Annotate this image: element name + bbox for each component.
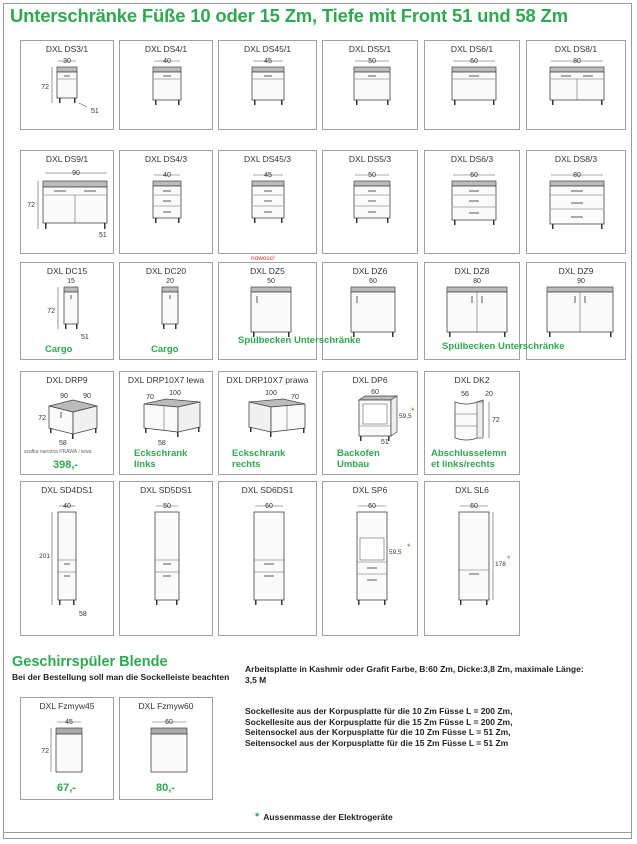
product-code: DXL DS4/1 xyxy=(144,44,188,54)
svg-text:58: 58 xyxy=(79,611,87,618)
svg-text:90: 90 xyxy=(577,278,585,285)
worktop-info: Arbeitsplatte in Kashmir oder Grafit Farbe, B:60 Zm, Dicke:3,8 Zm, maximale Länge: 3,5 M xyxy=(245,664,584,685)
svg-text:58: 58 xyxy=(59,440,67,447)
svg-text:60: 60 xyxy=(371,389,379,396)
product-card[interactable] xyxy=(119,150,213,254)
svg-text:59,5: 59,5 xyxy=(399,413,412,420)
plinth-line: Sockellesite aus der Korpusplatte für die 10 Zm Füsse L = 200 Zm, xyxy=(245,706,513,716)
svg-text:50: 50 xyxy=(368,172,376,179)
product-card[interactable] xyxy=(119,371,213,475)
svg-text:70: 70 xyxy=(146,394,154,401)
svg-text:50: 50 xyxy=(368,58,376,65)
depth-dim: 51 xyxy=(91,108,99,115)
svg-text:58: 58 xyxy=(158,440,166,447)
product-code: DXL DZ5 xyxy=(250,266,285,276)
svg-text:72: 72 xyxy=(492,417,500,424)
product-code: DXL DS6/1 xyxy=(450,44,494,54)
cabinet-drawing xyxy=(21,482,114,636)
svg-text:40: 40 xyxy=(63,503,71,510)
product-card[interactable] xyxy=(218,40,317,130)
cabinet-drawing xyxy=(323,482,418,636)
asterisk: * xyxy=(255,811,260,823)
product-code: DXL DS5/1 xyxy=(348,44,392,54)
asterisk: * xyxy=(507,554,511,564)
svg-text:51: 51 xyxy=(81,334,89,341)
svg-text:51: 51 xyxy=(381,439,389,446)
svg-text:60: 60 xyxy=(368,503,376,510)
svg-text:50: 50 xyxy=(267,278,275,285)
product-card[interactable] xyxy=(218,150,317,254)
footnote-text: Aussenmasse der Elektrogeräte xyxy=(263,812,393,822)
svg-text:60: 60 xyxy=(470,503,478,510)
asterisk: * xyxy=(411,406,415,416)
svg-text:45: 45 xyxy=(65,719,73,726)
cabinet-drawing xyxy=(21,151,114,254)
product-code: DXL SL6 xyxy=(455,485,489,495)
cabinet-drawing xyxy=(527,41,626,130)
product-card[interactable] xyxy=(20,481,114,636)
product-card[interactable] xyxy=(322,371,418,475)
svg-text:201: 201 xyxy=(39,553,50,560)
product-code: DXL DZ6 xyxy=(352,266,388,276)
product-card[interactable] xyxy=(119,262,213,360)
product-card[interactable] xyxy=(526,40,626,130)
product-code: DXL DS4/3 xyxy=(144,154,188,164)
svg-text:72: 72 xyxy=(38,415,46,422)
plinth-info xyxy=(245,706,625,748)
product-code: DXL DRP10X7 prawa xyxy=(226,375,309,385)
product-code: DXL DS8/1 xyxy=(554,44,598,54)
svg-text:90: 90 xyxy=(72,170,80,177)
sink-cabinets-label: Spülbecken Unterschränke xyxy=(442,341,565,352)
svg-text:50: 50 xyxy=(163,503,171,510)
product-card[interactable] xyxy=(119,481,213,636)
product-code: DXL DS6/3 xyxy=(450,154,494,164)
svg-text:60: 60 xyxy=(265,503,273,510)
svg-text:40: 40 xyxy=(163,58,171,65)
svg-text:59,5: 59,5 xyxy=(389,549,402,556)
product-code: DXL DK2 xyxy=(454,375,490,385)
plinth-line: Sockellesite aus der Korpusplatte für die 15 Zm Füsse L = 200 Zm, xyxy=(245,716,513,727)
cabinet-drawing xyxy=(323,151,418,254)
dishwasher-note: Bei der Bestellung soll man die Sockelleiste beachten xyxy=(12,672,230,682)
product-card[interactable] xyxy=(218,371,317,475)
svg-text:40: 40 xyxy=(163,172,171,179)
svg-text:80: 80 xyxy=(473,278,481,285)
svg-text:15: 15 xyxy=(67,278,75,285)
product-card[interactable] xyxy=(20,697,114,800)
product-card[interactable] xyxy=(20,371,114,475)
product-card[interactable] xyxy=(526,150,626,254)
product-card[interactable] xyxy=(322,150,418,254)
cabinet-drawing xyxy=(219,482,317,636)
oven-label: Backofen Umbau xyxy=(337,448,380,470)
plinth-line: Seitensockel aus der Korpusplatte für die 15 Zm Füsse L = 51 Zm xyxy=(245,737,509,748)
product-code: DXL SD6DS1 xyxy=(241,485,294,495)
product-code: DXL Fzmyw60 xyxy=(138,701,194,711)
svg-text:72: 72 xyxy=(27,202,35,209)
price: 80,- xyxy=(156,782,175,794)
asterisk: * xyxy=(407,542,411,552)
height-dim: 72 xyxy=(41,84,49,91)
svg-text:20: 20 xyxy=(485,391,493,398)
product-code: DXL DRP10X7 lewa xyxy=(127,375,205,385)
svg-text:70: 70 xyxy=(291,394,299,401)
product-card[interactable] xyxy=(424,150,520,254)
product-card[interactable] xyxy=(20,150,114,254)
category-label: Cargo xyxy=(45,344,73,355)
svg-text:90: 90 xyxy=(83,393,91,400)
svg-text:51: 51 xyxy=(99,232,107,239)
svg-text:56: 56 xyxy=(461,391,469,398)
cabinet-drawing xyxy=(219,151,317,254)
cabinet-drawing xyxy=(219,41,317,130)
corner-note: szafka narożna PRAWA / lewa xyxy=(24,449,92,455)
footnote xyxy=(255,811,393,823)
product-code: DXL DS3/1 xyxy=(45,44,89,54)
new-badge: nowosc! xyxy=(251,255,275,262)
plinth-line: Seitensockel aus der Korpusplatte für die 10 Zm Füsse L = 51 Zm, xyxy=(245,727,511,737)
end-element-label: Abschlusselemn et links/rechts xyxy=(431,448,507,470)
cabinet-drawing xyxy=(120,41,213,130)
width-dim: 30 xyxy=(63,58,71,65)
product-code: DXL Fzmyw45 xyxy=(39,701,95,711)
product-code: DXL DP6 xyxy=(352,375,388,385)
product-card[interactable] xyxy=(119,40,213,130)
product-code: DXL SP6 xyxy=(352,485,388,495)
svg-text:60: 60 xyxy=(470,172,478,179)
product-card[interactable] xyxy=(424,40,520,130)
product-card[interactable] xyxy=(20,40,114,130)
divider xyxy=(3,832,632,833)
svg-text:60: 60 xyxy=(369,278,377,285)
category-label: Cargo xyxy=(151,344,179,355)
product-card[interactable] xyxy=(424,481,520,636)
svg-text:80: 80 xyxy=(573,172,581,179)
svg-text:60: 60 xyxy=(165,719,173,726)
product-card[interactable] xyxy=(322,40,418,130)
product-code: DXL SD4DS1 xyxy=(41,485,93,495)
svg-text:20: 20 xyxy=(166,278,174,285)
product-code: DXL DS45/1 xyxy=(244,44,291,54)
svg-text:45: 45 xyxy=(264,172,272,179)
product-code: DXL DZ8 xyxy=(454,266,490,276)
cabinet-drawing xyxy=(425,482,520,636)
product-card[interactable] xyxy=(20,262,114,360)
corner-label: Eckschrank links xyxy=(134,448,188,470)
product-code: DXL DZ9 xyxy=(558,266,594,276)
cabinet-drawing xyxy=(21,41,114,130)
svg-text:100: 100 xyxy=(265,390,277,397)
product-code: DXL DS45/3 xyxy=(244,154,291,164)
product-code: DXL SD5DS1 xyxy=(140,485,192,495)
product-code: DXL DC15 xyxy=(46,266,88,276)
product-code: DXL DS5/3 xyxy=(348,154,392,164)
page-title: Unterschränke Füße 10 oder 15 Zm, Tiefe mit Front 51 und 58 Zm xyxy=(10,5,568,26)
product-card[interactable] xyxy=(119,697,213,800)
svg-text:45: 45 xyxy=(264,58,272,65)
product-card[interactable] xyxy=(424,371,520,475)
svg-text:72: 72 xyxy=(41,748,49,755)
product-code: DXL DC20 xyxy=(145,266,187,276)
svg-text:90: 90 xyxy=(60,393,68,400)
svg-text:100: 100 xyxy=(169,390,181,397)
product-code: DXL DRP9 xyxy=(46,375,88,385)
product-card[interactable] xyxy=(218,481,317,636)
product-code: DXL DS9/1 xyxy=(45,154,89,164)
dishwasher-title: Geschirrspüler Blende xyxy=(12,654,168,670)
cabinet-drawing xyxy=(425,41,520,130)
cabinet-drawing xyxy=(120,482,213,636)
price: 398,- xyxy=(53,459,79,471)
sink-cabinets-label: Spülbecken Unterschränke xyxy=(238,335,361,346)
svg-text:72: 72 xyxy=(47,308,55,315)
svg-text:60: 60 xyxy=(470,58,478,65)
svg-text:178: 178 xyxy=(495,561,506,568)
corner-label: Eckschrank rechts xyxy=(232,448,286,470)
cabinet-drawing xyxy=(120,151,213,254)
cabinet-drawing xyxy=(527,151,626,254)
cabinet-drawing xyxy=(323,41,418,130)
svg-text:80: 80 xyxy=(573,58,581,65)
price: 67,- xyxy=(57,782,76,794)
product-code: DXL DS8/3 xyxy=(554,154,598,164)
cabinet-drawing xyxy=(425,151,520,254)
product-card[interactable] xyxy=(322,481,418,636)
